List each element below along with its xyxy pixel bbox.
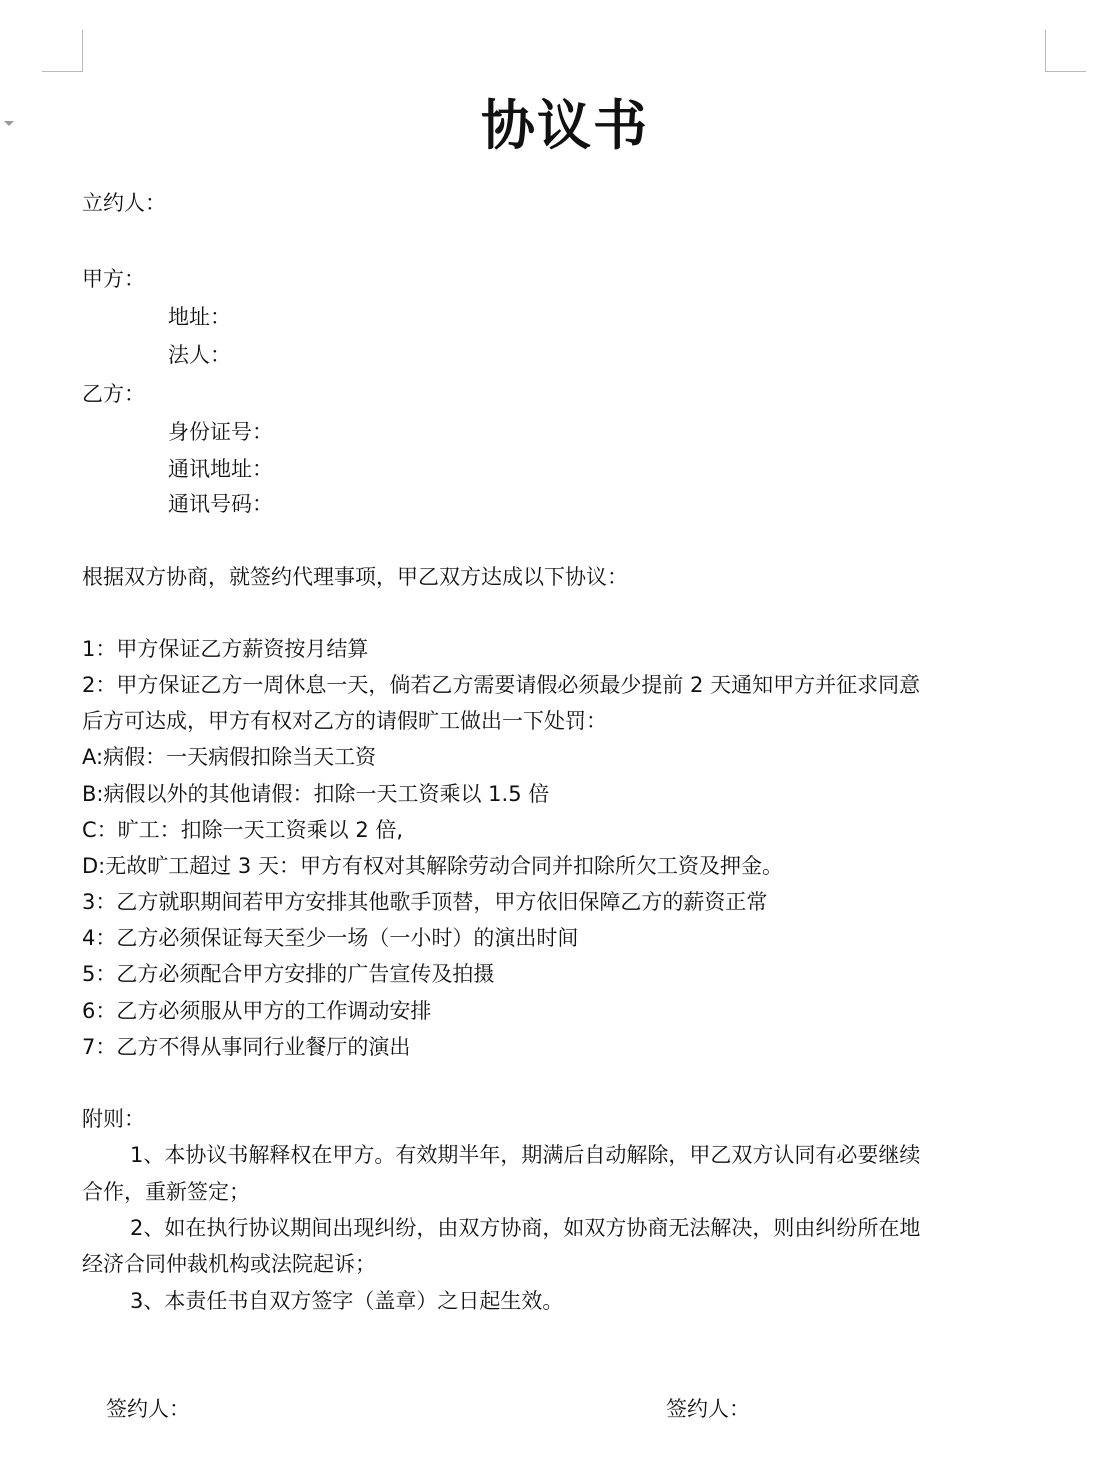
document-title: 协议书	[481, 94, 649, 157]
appendix-clause: 2、如在执行协议期间出现纠纷，由双方协商，如双方协商无法解决，则由纠纷所在地	[130, 1216, 921, 1240]
signature-right: 签约人：	[666, 1397, 750, 1421]
appendix-label: 附则：	[82, 1107, 145, 1131]
party-b-mail-address: 通讯地址：	[168, 457, 273, 481]
term-line: D:无故旷工超过 3 天：甲方有权对其解除劳动合同并扣除所欠工资及押金。	[82, 854, 783, 878]
term-line: B:病假以外的其他请假：扣除一天工资乘以 1.5 倍	[82, 782, 550, 806]
party-intro: 立约人：	[82, 191, 166, 215]
appendix-clause: 1、本协议书解释权在甲方。有效期半年，期满后自动解除，甲乙双方认同有必要继续	[130, 1143, 921, 1167]
appendix-clause: 3、本责任书自双方签字（盖章）之日起生效。	[130, 1289, 564, 1313]
crop-mark-top-left	[42, 30, 83, 72]
term-line: 5：乙方必须配合甲方安排的广告宣传及拍摄	[82, 962, 495, 986]
party-a-label: 甲方：	[82, 267, 145, 291]
signature-left: 签约人：	[106, 1397, 190, 1421]
appendix-clause: 合作，重新签定；	[82, 1180, 250, 1204]
term-line: 6：乙方必须服从甲方的工作调动安排	[82, 999, 432, 1023]
term-line: 2：甲方保证乙方一周休息一天，倘若乙方需要请假必须最少提前 2 天通知甲方并征求同意	[82, 673, 921, 697]
party-b-phone: 通讯号码：	[168, 492, 273, 516]
term-line: 后方可达成，甲方有权对乙方的请假旷工做出一下处罚：	[82, 709, 607, 733]
party-a-legal-person: 法人：	[168, 343, 231, 367]
term-line: 4：乙方必须保证每天至少一场（一小时）的演出时间	[82, 926, 579, 950]
party-b-id-number: 身份证号：	[168, 420, 273, 444]
term-line: A:病假：一天病假扣除当天工资	[82, 745, 377, 769]
appendix-clause: 经济合同仲裁机构或法院起诉；	[82, 1252, 376, 1276]
term-line: 1：甲方保证乙方薪资按月结算	[82, 637, 369, 661]
term-line: 7：乙方不得从事同行业餐厅的演出	[82, 1035, 411, 1059]
term-line: 3：乙方就职期间若甲方安排其他歌手顶替，甲方依旧保障乙方的薪资正常	[82, 890, 768, 914]
term-line: C：旷工：扣除一天工资乘以 2 倍,	[82, 818, 404, 842]
party-b-label: 乙方：	[82, 382, 145, 406]
party-a-address: 地址：	[168, 305, 231, 329]
crop-mark-top-right	[1045, 30, 1086, 72]
preamble: 根据双方协商，就签约代理事项，甲乙双方达成以下协议：	[82, 565, 628, 589]
